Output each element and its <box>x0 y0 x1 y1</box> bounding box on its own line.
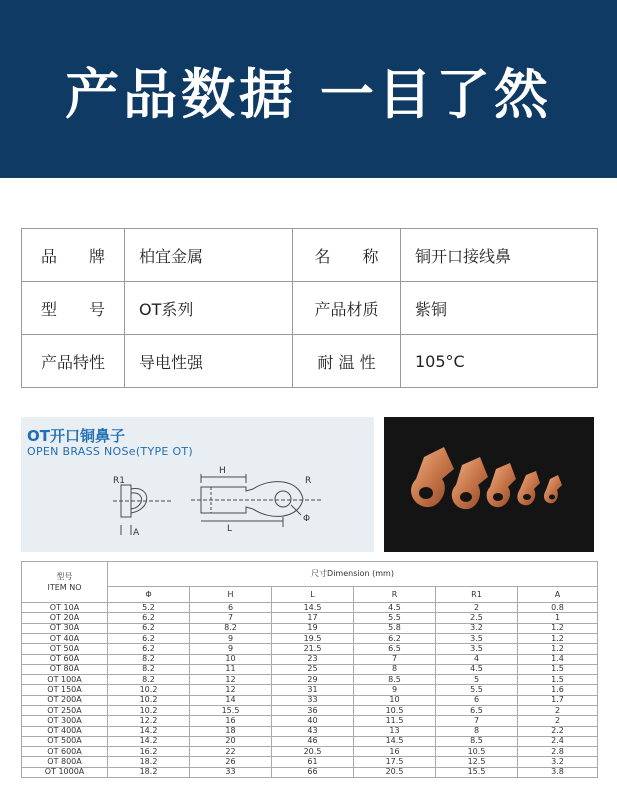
dimension-cell: 10.5 <box>436 747 518 757</box>
model-cell: OT 800A <box>22 757 108 767</box>
dimension-cell: 31 <box>272 685 354 695</box>
drawing-title: OT开口铜鼻子 <box>27 427 125 445</box>
spec-label-brand: 品 牌 <box>22 229 125 282</box>
dimension-cell: 10.2 <box>108 695 190 705</box>
dimension-cell: 8.2 <box>108 675 190 685</box>
model-cell: OT 40A <box>22 633 108 643</box>
dimension-cell: 5.2 <box>108 603 190 613</box>
lug-1 <box>411 447 454 507</box>
dimension-cell: 9 <box>190 633 272 643</box>
dimension-cell: 7 <box>436 716 518 726</box>
dimension-cell: 33 <box>272 695 354 705</box>
dimension-cell: 1.5 <box>518 664 598 674</box>
dimension-cell: 21.5 <box>272 644 354 654</box>
dimension-cell: 14.2 <box>108 726 190 736</box>
dimension-cell: 61 <box>272 757 354 767</box>
table-row <box>22 736 598 746</box>
dimension-cell: 14 <box>190 695 272 705</box>
dimension-cell: 2.5 <box>436 613 518 623</box>
column-header: R1 <box>436 587 518 603</box>
dimension-cell: 16 <box>190 716 272 726</box>
table-row <box>22 603 598 613</box>
dimension-cell: 5.5 <box>436 685 518 695</box>
dimension-cell: 10 <box>190 654 272 664</box>
dimension-cell: 6.2 <box>108 613 190 623</box>
table-row <box>22 726 598 736</box>
spec-row <box>22 229 598 282</box>
dimension-cell: 14.2 <box>108 736 190 746</box>
model-cell: OT 400A <box>22 726 108 736</box>
dimension-cell: 8.2 <box>190 623 272 633</box>
dimension-cell: 5 <box>436 675 518 685</box>
model-cell: OT 50A <box>22 644 108 654</box>
dimension-cell: 12 <box>190 685 272 695</box>
top-view-hole <box>275 491 291 507</box>
dimension-cell: 43 <box>272 726 354 736</box>
model-cell: OT 1000A <box>22 767 108 777</box>
dimension-cell: 10 <box>354 695 436 705</box>
dimension-header-row <box>22 562 598 587</box>
drawing-subtitle: OPEN BRASS NOSe(TYPE OT) <box>27 445 194 458</box>
banner-title: 产品数据 一目了然 <box>65 63 552 126</box>
dimension-cell: 40 <box>272 716 354 726</box>
model-cell: OT 10A <box>22 603 108 613</box>
dimension-cell: 14.5 <box>272 603 354 613</box>
dimension-cell: 13 <box>354 726 436 736</box>
dimension-cell: 20.5 <box>272 747 354 757</box>
spec-label-name: 名 称 <box>293 229 401 282</box>
dimension-cell: 11.5 <box>354 716 436 726</box>
dimension-cell: 16.2 <box>108 747 190 757</box>
dimension-cell: 5.5 <box>354 613 436 623</box>
dimension-cell: 18.2 <box>108 767 190 777</box>
model-cell: OT 600A <box>22 747 108 757</box>
dimension-cell: 19.5 <box>272 633 354 643</box>
model-cell: OT 150A <box>22 685 108 695</box>
model-cell: OT 80A <box>22 664 108 674</box>
table-row <box>22 644 598 654</box>
model-cell: OT 300A <box>22 716 108 726</box>
dimension-cell: 14.5 <box>354 736 436 746</box>
label-r: R <box>305 476 312 486</box>
top-view-body <box>201 482 303 517</box>
column-header: L <box>272 587 354 603</box>
dimension-cell: 3.5 <box>436 633 518 643</box>
spec-value-material: 紫铜 <box>401 282 598 335</box>
dimension-cell: 23 <box>272 654 354 664</box>
table-row <box>22 685 598 695</box>
dimension-cell: 8.2 <box>108 654 190 664</box>
label-r1: R1 <box>113 476 125 486</box>
spec-label-temperature: 耐 温 性 <box>293 335 401 388</box>
dimension-cell: 3.2 <box>436 623 518 633</box>
dimension-table <box>21 561 598 778</box>
dimension-cell: 1.4 <box>518 654 598 664</box>
dimension-cell: 15.5 <box>190 705 272 715</box>
dimension-cell: 3.2 <box>518 757 598 767</box>
dimension-cell: 17 <box>272 613 354 623</box>
dimension-cell: 7 <box>190 613 272 623</box>
spec-value-brand: 柏宜金属 <box>125 229 293 282</box>
column-header: A <box>518 587 598 603</box>
table-row <box>22 623 598 633</box>
dimension-cell: 1.2 <box>518 644 598 654</box>
model-header-cn: 型号 <box>56 572 73 582</box>
dimension-cell: 12.5 <box>436 757 518 767</box>
dimension-cell: 10.5 <box>354 705 436 715</box>
lug-5 <box>544 475 562 503</box>
table-row <box>22 716 598 726</box>
lug-3 <box>487 463 516 507</box>
dimension-cell: 26 <box>190 757 272 767</box>
label-h: H <box>219 466 226 476</box>
model-cell: OT 200A <box>22 695 108 705</box>
dimension-cell: 6 <box>436 695 518 705</box>
label-phi: Φ <box>303 514 311 524</box>
table-row <box>22 757 598 767</box>
spec-value-name: 铜开口接线鼻 <box>401 229 598 282</box>
lug-4 <box>517 471 540 505</box>
dimension-cell: 9 <box>190 644 272 654</box>
dimension-cell: 1.7 <box>518 695 598 705</box>
table-row <box>22 654 598 664</box>
copper-lugs-illustration <box>384 417 594 552</box>
dimension-cell: 15.5 <box>436 767 518 777</box>
column-header: H <box>190 587 272 603</box>
dimension-cell: 12 <box>190 675 272 685</box>
table-row <box>22 613 598 623</box>
dimension-cell: 20 <box>190 736 272 746</box>
dimension-cell: 10.2 <box>108 685 190 695</box>
header-banner <box>0 0 617 178</box>
dimension-cell: 29 <box>272 675 354 685</box>
dimension-cell: 11 <box>190 664 272 674</box>
table-row <box>22 675 598 685</box>
dimension-cell: 8.2 <box>108 664 190 674</box>
spec-table <box>21 228 598 388</box>
dimension-cell: 8 <box>354 664 436 674</box>
spec-label-feature: 产品特性 <box>22 335 125 388</box>
spec-value-model: OT系列 <box>125 282 293 335</box>
dimension-cell: 2 <box>518 716 598 726</box>
spec-row <box>22 335 598 388</box>
column-header: R <box>354 587 436 603</box>
dimension-cell: 36 <box>272 705 354 715</box>
dimension-cell: 6 <box>190 603 272 613</box>
dimension-cell: 6.5 <box>354 644 436 654</box>
dimension-cell: 3.8 <box>518 767 598 777</box>
dimension-cell: 22 <box>190 747 272 757</box>
dimension-cell: 2.2 <box>518 726 598 736</box>
terminal-drawing <box>21 417 374 552</box>
dimension-cell: 18.2 <box>108 757 190 767</box>
dimension-cell: 3.5 <box>436 644 518 654</box>
model-cell: OT 30A <box>22 623 108 633</box>
label-l: L <box>227 524 233 534</box>
dimension-cell: 16 <box>354 747 436 757</box>
dimension-cell: 9 <box>354 685 436 695</box>
model-cell: OT 20A <box>22 613 108 623</box>
label-a: A <box>133 528 140 538</box>
dimension-cell: 1.2 <box>518 633 598 643</box>
dimension-cell: 46 <box>272 736 354 746</box>
spec-label-material: 产品材质 <box>293 282 401 335</box>
dimension-cell: 6.2 <box>108 623 190 633</box>
dimension-cell: 6.5 <box>436 705 518 715</box>
dimension-cell: 6.2 <box>108 644 190 654</box>
dimension-cell: 2.8 <box>518 747 598 757</box>
dimension-cell: 20.5 <box>354 767 436 777</box>
spec-value-feature: 导电性强 <box>125 335 293 388</box>
column-header: Φ <box>108 587 190 603</box>
dimension-cell: 6.2 <box>354 633 436 643</box>
table-row <box>22 767 598 777</box>
spec-row <box>22 282 598 335</box>
dimension-column-row <box>22 587 598 603</box>
model-cell: OT 60A <box>22 654 108 664</box>
spec-value-temperature: 105°C <box>401 335 598 388</box>
technical-drawing <box>21 417 374 552</box>
table-row <box>22 695 598 705</box>
dimension-cell: 1.6 <box>518 685 598 695</box>
model-header <box>22 562 108 603</box>
model-cell: OT 100A <box>22 675 108 685</box>
dimension-cell: 10.2 <box>108 705 190 715</box>
dimension-cell: 2 <box>436 603 518 613</box>
table-row <box>22 664 598 674</box>
dimension-cell: 2 <box>518 705 598 715</box>
model-header-en: ITEM NO <box>47 583 82 593</box>
dimension-cell: 1 <box>518 613 598 623</box>
product-photo <box>384 417 594 552</box>
dimension-cell: 1.2 <box>518 623 598 633</box>
dimension-group-header: 尺寸Dimension (mm) <box>108 562 598 587</box>
dimension-cell: 1.5 <box>518 675 598 685</box>
table-row <box>22 633 598 643</box>
dimension-cell: 12.2 <box>108 716 190 726</box>
dimension-cell: 18 <box>190 726 272 736</box>
dimension-cell: 7 <box>354 654 436 664</box>
dimension-cell: 66 <box>272 767 354 777</box>
dimension-cell: 19 <box>272 623 354 633</box>
dimension-cell: 6.2 <box>108 633 190 643</box>
spec-label-model: 型 号 <box>22 282 125 335</box>
lug-2 <box>452 457 488 509</box>
table-row <box>22 747 598 757</box>
dimension-cell: 33 <box>190 767 272 777</box>
dimension-cell: 8 <box>436 726 518 736</box>
dimension-cell: 0.8 <box>518 603 598 613</box>
dimension-cell: 8.5 <box>436 736 518 746</box>
dimension-cell: 25 <box>272 664 354 674</box>
dimension-cell: 4.5 <box>354 603 436 613</box>
model-cell: OT 250A <box>22 705 108 715</box>
table-row <box>22 705 598 715</box>
dimension-cell: 2.4 <box>518 736 598 746</box>
dimension-cell: 4.5 <box>436 664 518 674</box>
dimension-cell: 4 <box>436 654 518 664</box>
dimension-cell: 8.5 <box>354 675 436 685</box>
model-cell: OT 500A <box>22 736 108 746</box>
dimension-cell: 17.5 <box>354 757 436 767</box>
dimension-cell: 5.8 <box>354 623 436 633</box>
